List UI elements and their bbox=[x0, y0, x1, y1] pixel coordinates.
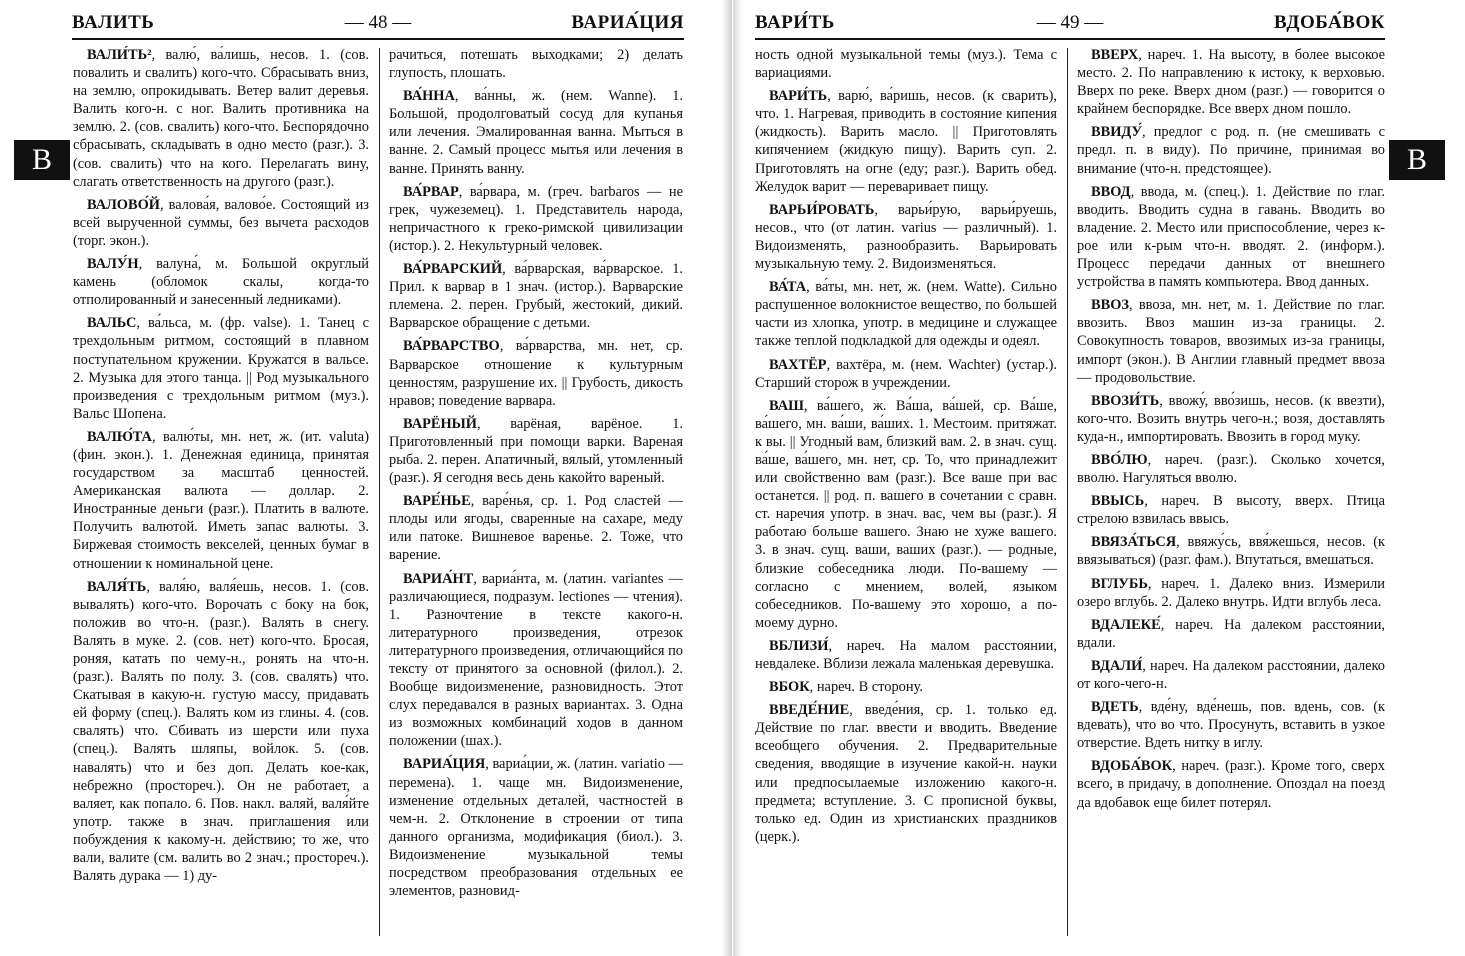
entry-definition: , ва́нны, ж. (нем. Wanne). 1. Большой, продолговатый сосуд для купанья или лечения. Эмалированная ванна. Мыться в ванне. 2. Самый процесс мытья или лечения в ванне. Принять ванну. bbox=[389, 88, 683, 177]
entry-definition: , нареч. На малом расстоянии, невдалеке. Вблизи лежала маленькая деревушка. bbox=[755, 637, 1057, 672]
header-rule bbox=[72, 38, 684, 40]
right-page bbox=[733, 0, 1465, 956]
entry-definition: , валя́ю, валя́ешь, несов. 1. (сов. вывалять) кого-что. Ворочать с боку на бок, положив во что-н. (разг.). Валять в снегу. Валять в муке. 2. (сов. нет) кого-что. Бросая, роняя, катать по чему-н., ронять на что-н. (разг.). Валять по полу. 3. (сов. свалять) что. Скатывая в какую-н. густую массу, придавать ей форму (спец.). Валять ком из глины. 4. (сов. свалять) что. Сбивать из шерсти или пуха (спец.). Валять шляпы, войлок. 5. (сов. навалять) что и без доп. Делать кое-как, небрежно (простореч.). Он не работает, а валяет, как попало. 6. Пов. накл. валяй, валя́йте употр. также в знач. приглашения или побуждения к какому-н. действию; то же, что вали, валите (см. валить во 2 знач.; простореч.). Валять дурака — 1) ду- bbox=[73, 578, 369, 885]
entry-headword: ВВЯЗА́ТЬСЯ bbox=[1091, 534, 1177, 551]
dictionary-entry bbox=[389, 46, 683, 82]
dictionary-entry bbox=[755, 201, 1057, 273]
dictionary-entry bbox=[1077, 757, 1385, 811]
entry-headword: ВГЛУБЬ bbox=[1091, 575, 1148, 592]
dictionary-entry bbox=[1077, 183, 1385, 292]
entry-definition: , валю́ты, мн. нет, ж. (ит. valuta) (фин. экон.). 1. Денежная единица, принятая государством за масштаб ценностей. Американская валюта — доллар. 2. Иностранные деньги (разг.). Платить в валюте. Получить валютой. Иметь запас валюты. 3. Биржевая стоимость векселей, ценных бумаг в отношении к номинальной цене. bbox=[73, 428, 369, 572]
dictionary-entry bbox=[1077, 296, 1385, 386]
dictionary-entry bbox=[755, 637, 1057, 673]
entry-headword: ВБЛИЗИ́ bbox=[769, 637, 829, 654]
guide-word-left: ВАРИ́ТЬ bbox=[755, 12, 835, 33]
dictionary-entry bbox=[1077, 533, 1385, 569]
entry-headword: ВАХТЁР bbox=[769, 356, 827, 373]
entry-definition: ность одной музыкальной темы (муз.). Тема с вариациями. bbox=[755, 47, 1057, 82]
entry-definition: , ввода, м. (спец.). 1. Действие по глаг. вводить. Вводить судна в гавань. Вводить во владение. 2. Место или приспособление, через к-рое или к-рым что-н. вводят. 2. (информ.). Процесс передачи данных от внешнего устройства в память компьютера. Ввод данных. bbox=[1077, 183, 1385, 291]
entry-definition: , ва́шего, ж. Ва́ша, ва́шей, ср. Ва́ше, ва́шего, мн. ва́ши, ва́ших. 1. Местоим. притяжат. к вы. || Угодный вам, близкий вам. 2. в знач. сущ. ва́ше, ва́шего, мн. нет, ср. То, что принадлежит или свойственно вам (разг.). Все ваше при вас останется. || род. п. вашего в сочетании с сравн. ст. наречия употр. в знач. вас, чем вы (разг.). Я работаю больше вашего. Знаю не хуже вашего. 3. в знач. сущ. ваши, ваших (разг.). — родные, близкие собеседника люди. По-вашему — согласно с мнением, волей, языком собеседников. По-вашему это хорошо, а по-моему дурно. bbox=[755, 397, 1057, 631]
entry-definition: рачиться, потешать выходками; 2) делать глупость, плошать. bbox=[389, 47, 683, 82]
entry-headword: ВА́РВАР bbox=[403, 183, 459, 200]
entry-headword: ВА́ННА bbox=[403, 88, 455, 105]
book-gutter-shadow bbox=[722, 0, 732, 956]
entry-headword: ВА́ТА bbox=[769, 279, 807, 296]
dictionary-entry bbox=[389, 570, 683, 751]
entry-definition: , вде́ну, вде́нешь, пов. вдень, сов. (к вдевать), что во что. Просунуть, вставить в узкое отверстие. Вдеть нитку в иглу. bbox=[1077, 699, 1385, 752]
guide-word-left: ВАЛИТЬ bbox=[72, 12, 155, 33]
dictionary-entry bbox=[73, 255, 369, 309]
dictionary-entry bbox=[755, 278, 1057, 350]
entry-headword: ВДАЛИ́ bbox=[1091, 657, 1143, 674]
entry-headword: ВВОЗ bbox=[1091, 297, 1129, 314]
column-divider bbox=[379, 48, 380, 936]
entry-definition: , ввоза, мн. нет, м. 1. Действие по глаг. ввозить. Ввоз машин из-за границы. 2. Совокупность товаров, ввозимых из-за границы, импорт (экон.). В Англии главный предмет ввоза — продовольствие. bbox=[1077, 297, 1385, 386]
entry-definition: , нареч. (разг.). Сколько хочется, вволю. Нагуляться вволю. bbox=[1077, 451, 1385, 487]
dictionary-entry bbox=[73, 578, 369, 886]
page-number: — 48 — bbox=[344, 12, 412, 33]
entry-headword: ВВО́ЛЮ bbox=[1091, 451, 1148, 468]
entry-definition: , валова́я, валово́е. Состоящий из всей вырученной суммы, без вычета расходов (торг. экон.). bbox=[73, 196, 369, 249]
entry-headword: ВАРЁНЫЙ bbox=[403, 415, 477, 432]
entry-headword: ВАЛИ́ТЬ² bbox=[87, 47, 152, 63]
entry-definition: , предлог с род. п. (не смешивать с предл. п. в виду). По причине, принимая во внимание (что-н. предстоящее). bbox=[1077, 124, 1385, 177]
left-page bbox=[0, 0, 732, 956]
entry-definition: , варе́нья, ср. 1. Род сластей — плоды или ягоды, сваренные на сахаре, меду или патоке. Вишневое варенье. 2. Тоже, что варение. bbox=[389, 493, 683, 564]
entry-definition: , вариа́ции, ж. (латин. variatio — перемена). 1. чаще мн. Видоизменение, изменение отдельных деталей, частностей в чем-н. 2. Отклонение в строении от типа данного организма, модификация (биол.). 3. Видоизменение музыкальной темы посредством преобразования отдельных ее элементов, разновид- bbox=[389, 756, 683, 900]
dictionary-entry bbox=[73, 46, 369, 191]
dictionary-entry bbox=[755, 397, 1057, 632]
entry-definition: , ввяжу́сь, ввя́жешься, несов. (к ввязываться) (разг. фам.). Впутаться, вмешаться. bbox=[1077, 534, 1385, 569]
entry-headword: ВВИДУ́ bbox=[1091, 124, 1143, 141]
entry-definition: , ва́ты, мн. нет, ж. (нем. Watte). Сильно распушенное волокнистое вещество, по большей части из хлопка, употр. в медицине и служащее также теплой подкладкой для одежды и одеял. bbox=[755, 279, 1057, 350]
column-1 bbox=[755, 46, 1057, 948]
entry-headword: ВДОБА́ВОК bbox=[1091, 758, 1173, 775]
entry-definition: , нареч. В сторону. bbox=[809, 679, 923, 696]
entry-headword: ВАРЬИ́РОВАТЬ bbox=[769, 201, 875, 218]
dictionary-entry bbox=[389, 492, 683, 564]
dictionary-entry bbox=[1077, 492, 1385, 528]
page-number: — 49 — bbox=[1036, 12, 1104, 33]
entry-headword: ВБОК bbox=[769, 679, 810, 696]
header-rule bbox=[755, 38, 1385, 40]
entry-definition: , ва́рвара, м. (греч. barbaros — не грек, чужеземец). 1. Представитель народа, непричастного к греко-римской цивилизации (истор.). 2. Некультурный человек. bbox=[389, 183, 683, 254]
dictionary-entry bbox=[1077, 575, 1385, 611]
entry-definition: , ва́льса, м. (фр. valse). 1. Танец с трехдольным ритмом, состоящий в плавном поступательном кружении. Кружатся в вальсе. 2. Музыка для этого танца. || Род музыкального произведения с трехдольным ритмом (муз.). Вальс Шопена. bbox=[73, 315, 369, 422]
entry-headword: ВАЛЮ́ТА bbox=[87, 428, 152, 445]
entry-headword: ВВОЗИ́ТЬ bbox=[1091, 392, 1160, 409]
dictionary-entry bbox=[73, 314, 369, 423]
dictionary-entry bbox=[1077, 451, 1385, 487]
entry-headword: ВАШ bbox=[769, 397, 804, 414]
dictionary-entry bbox=[389, 337, 683, 409]
dictionary-entry bbox=[73, 428, 369, 573]
thumb-index-tab: В bbox=[1389, 140, 1445, 180]
dictionary-entry bbox=[389, 415, 683, 487]
entry-definition: , варю́, ва́ришь, несов. (к сварить), что. 1. Нагревая, приводить в состояние кипения (жидкость). Варить масло. || Приготовлять кипячением (жидкую пищу). Варить суп. 2. Приготовлять на огне (еду; разг.). Варить обед. Желудок варит — переваривает пищу. bbox=[755, 88, 1057, 195]
entry-definition: , валю́, ва́лишь, несов. 1. (сов. повалить и свалить) кого-что. Сбрасывать вниз, на землю, опрокидывать. Ветер валит деревья. Валить кого-н. с ног. Валить противника на землю. 2. (сов. свалить) кого-что. Беспорядочно сбрасывать, складывать в одно место (разг.). 3. (сов. свалить) что на кого. Перелагать вину, слагать ответственность на другого (разг.). bbox=[73, 47, 369, 190]
dictionary-entry bbox=[1077, 123, 1385, 177]
dictionary-entry bbox=[1077, 392, 1385, 446]
entry-headword: ВАРИ́ТЬ bbox=[769, 88, 828, 105]
dictionary-entry bbox=[1077, 616, 1385, 652]
entry-definition: , варьи́рую, варьи́руешь, несов., что (от латин. varius — различный). 1. Видоизменять, разнообразить. Варьировать музыкальную тему. 2. Видоизменяться. bbox=[755, 201, 1057, 273]
entry-headword: ВАЛЬС bbox=[87, 315, 137, 332]
column-2 bbox=[1077, 46, 1385, 948]
entry-definition: , нареч. 1. Далеко вниз. Измерили озеро вглубь. 2. Далеко внутрь. Идти вглубь леса. bbox=[1077, 575, 1385, 610]
entry-definition: , вахтёра, м. (нем. Wachter) (устар.). Старший сторож в учреждении. bbox=[755, 356, 1057, 391]
entry-headword: ВАРИА́НТ bbox=[403, 570, 474, 587]
dictionary-entry bbox=[389, 183, 683, 255]
entry-headword: ВАРИА́ЦИЯ bbox=[403, 756, 486, 773]
guide-word-right: ВАРИА́ЦИЯ bbox=[571, 12, 684, 33]
dictionary-entry bbox=[755, 356, 1057, 392]
entry-definition: , введе́ния, ср. 1. только ед. Действие по глаг. ввести и вводить. Введение всеобщего обучения. 2. Предварительные сведения, вводящие в изучение какой-н. науки или предпосылаемые изложению какого-н. предмета; вступление. 3. С прописной буквы, только ед. Один из христианских праздников (церк.). bbox=[755, 702, 1057, 845]
entry-headword: ВВОД bbox=[1091, 183, 1131, 200]
entry-headword: ВАЛУ́Н bbox=[87, 256, 139, 273]
entry-definition: , ввожу́, вво́зишь, несов. (к ввезти), кого-что. Возить внутрь чего-н.; возя, доставлять куда-н., импортировать. Ввозить в город муку. bbox=[1077, 392, 1385, 445]
dictionary-entry bbox=[389, 260, 683, 332]
entry-definition: , нареч. В высоту, вверх. Птица стрелою взвилась ввысь. bbox=[1077, 493, 1385, 528]
dictionary-entry bbox=[755, 46, 1057, 82]
dictionary-entry bbox=[755, 678, 1057, 696]
entry-definition: , ва́рварства, мн. нет, ср. Варварское отношение к культурным ценностям, разрушение их. || Грубость, дикость нравов; поведение варвара. bbox=[389, 338, 683, 409]
entry-headword: ВВЕРХ bbox=[1091, 47, 1139, 63]
thumb-index-tab: В bbox=[14, 140, 70, 180]
entry-headword: ВВЫСЬ bbox=[1091, 493, 1145, 510]
dictionary-entry bbox=[1077, 698, 1385, 752]
dictionary-entry bbox=[389, 87, 683, 177]
page-header bbox=[755, 12, 1385, 38]
entry-headword: ВАЛЯ́ТЬ bbox=[87, 578, 147, 595]
dictionary-entry bbox=[73, 196, 369, 250]
entry-definition: , нареч. На далеком расстоянии, далеко от кого-чего-н. bbox=[1077, 657, 1385, 692]
column-divider bbox=[1067, 48, 1068, 936]
entry-definition: , валуна́, м. Большой округлый камень (обломок скалы, когда-то отполированный и занесенный ледниками). bbox=[73, 256, 369, 309]
guide-word-right: ВДОБА́ВОК bbox=[1273, 12, 1385, 33]
entry-definition: , вариа́нта, м. (латин. variantes — различающиеся, подразум. lectiones — чтения). 1. Разночтение в тексте какого-н. литературного произведения, отрезок литературного произведения, отличающийся по тексту от принятого за основной (филол.). 2. Вообще видоизменение, разновидность. Этот слух передавался в разных вариантах. 3. Одна из возможных комбинаций ходов в данном положении (шах.). bbox=[389, 570, 683, 750]
entry-headword: ВА́РВАРСКИЙ bbox=[403, 261, 503, 278]
book-gutter-shadow bbox=[733, 0, 743, 956]
entry-headword: ВДАЛЕКЕ́ bbox=[1091, 616, 1161, 633]
entry-definition: , нареч. (разг.). Кроме того, сверх всего, в придачу, в дополнение. Опоздал на поезд да вдобавок еще билет потерял. bbox=[1077, 758, 1385, 811]
entry-definition: , варёная, варёное. 1. Приготовленный при помощи варки. Вареная рыба. 2. перен. Апатичный, вялый, утомленный (разг.). Я сегодня весь день какойто вареный. bbox=[389, 415, 683, 487]
dictionary-entry bbox=[1077, 657, 1385, 693]
entry-headword: ВАРЕ́НЬЕ bbox=[403, 493, 471, 510]
entry-headword: ВА́РВАРСТВО bbox=[403, 338, 500, 355]
entry-definition: , нареч. 1. На высоту, в более высокое место. 2. По направлению к истоку, к верховью. Вверх по реке. Вверх дном (разг.) — говорится о крайнем беспорядке. Все вверх дном пошло. bbox=[1077, 47, 1385, 118]
entry-definition: , ва́рварская, ва́рварское. 1. Прил. к варвар в 1 знач. (истор.). Варварские племена. 2. перен. Грубый, жестокий, дикий. Варварское обращение с детьми. bbox=[389, 261, 683, 332]
dictionary-entry bbox=[389, 755, 683, 900]
dictionary-entry bbox=[1077, 46, 1385, 118]
column-2 bbox=[389, 46, 683, 948]
dictionary-entry bbox=[755, 87, 1057, 196]
page-header bbox=[72, 12, 684, 38]
entry-headword: ВАЛОВО́Й bbox=[87, 196, 160, 213]
entry-headword: ВДЕТЬ bbox=[1091, 699, 1139, 716]
column-1 bbox=[73, 46, 369, 948]
entry-headword: ВВЕДЕ́НИЕ bbox=[769, 702, 850, 719]
dictionary-entry bbox=[755, 701, 1057, 846]
entry-definition: , нареч. На далеком расстоянии, вдали. bbox=[1077, 616, 1385, 651]
